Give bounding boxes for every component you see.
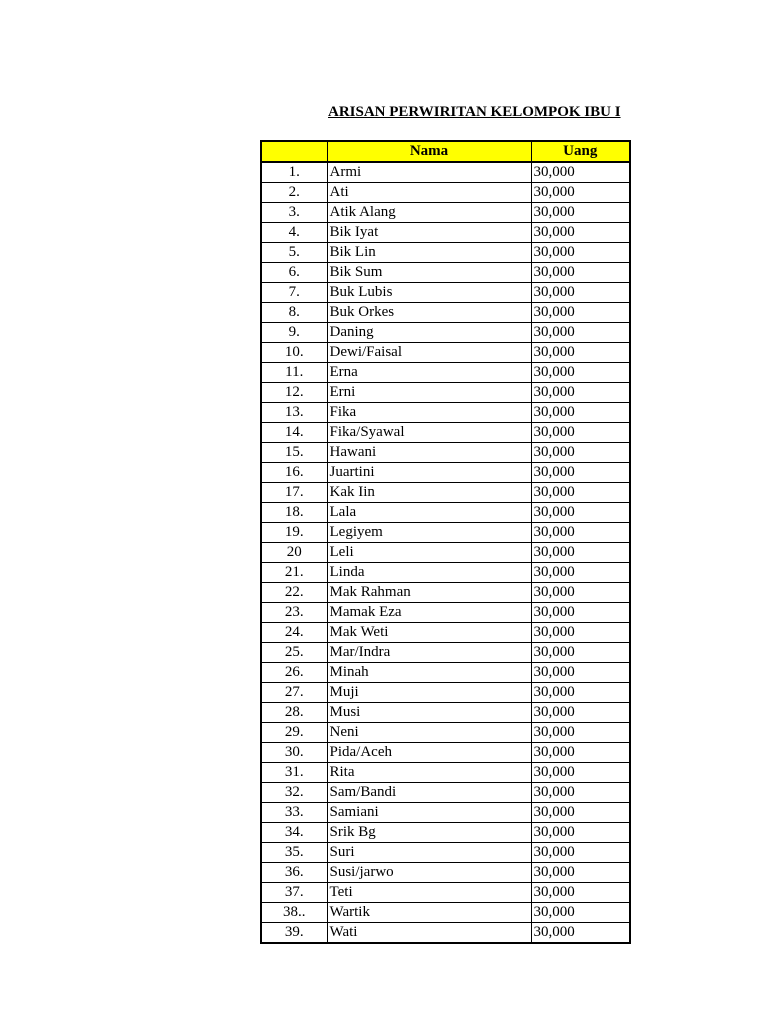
row-number: 10.	[261, 343, 327, 363]
column-header-no	[261, 141, 327, 162]
table-row	[261, 363, 630, 383]
row-uang: 30,000	[531, 923, 630, 944]
row-uang: 30,000	[531, 243, 630, 263]
row-nama: Buk Orkes	[327, 303, 531, 323]
row-number: 25.	[261, 643, 327, 663]
row-uang: 30,000	[531, 443, 630, 463]
table-row	[261, 283, 630, 303]
table-row	[261, 563, 630, 583]
table-row	[261, 863, 630, 883]
row-uang: 30,000	[531, 703, 630, 723]
row-nama: Wartik	[327, 903, 531, 923]
row-uang: 30,000	[531, 423, 630, 443]
table-row	[261, 243, 630, 263]
header-row	[261, 141, 630, 162]
row-number: 5.	[261, 243, 327, 263]
row-uang: 30,000	[531, 323, 630, 343]
row-number: 35.	[261, 843, 327, 863]
row-uang: 30,000	[531, 403, 630, 423]
row-number: 18.	[261, 503, 327, 523]
table-row	[261, 503, 630, 523]
row-uang: 30,000	[531, 383, 630, 403]
row-number: 7.	[261, 283, 327, 303]
row-number: 28.	[261, 703, 327, 723]
table-row	[261, 883, 630, 903]
row-uang: 30,000	[531, 763, 630, 783]
row-number: 16.	[261, 463, 327, 483]
row-number: 36.	[261, 863, 327, 883]
row-number: 1.	[261, 162, 327, 183]
table-row	[261, 583, 630, 603]
row-uang: 30,000	[531, 883, 630, 903]
row-nama: Linda	[327, 563, 531, 583]
row-nama: Mak Rahman	[327, 583, 531, 603]
arisan-table	[260, 140, 631, 944]
row-uang: 30,000	[531, 583, 630, 603]
table-row	[261, 203, 630, 223]
table-row	[261, 383, 630, 403]
row-nama: Rita	[327, 763, 531, 783]
document-title: ARISAN PERWIRITAN KELOMPOK IBU I	[328, 104, 621, 120]
row-nama: Bik Lin	[327, 243, 531, 263]
row-number: 15.	[261, 443, 327, 463]
row-uang: 30,000	[531, 663, 630, 683]
row-nama: Daning	[327, 323, 531, 343]
row-nama: Pida/Aceh	[327, 743, 531, 763]
row-nama: Teti	[327, 883, 531, 903]
row-number: 39.	[261, 923, 327, 944]
row-uang: 30,000	[531, 523, 630, 543]
row-uang: 30,000	[531, 503, 630, 523]
table-row	[261, 643, 630, 663]
row-number: 38..	[261, 903, 327, 923]
row-nama: Mak Weti	[327, 623, 531, 643]
row-nama: Wati	[327, 923, 531, 944]
row-nama: Leli	[327, 543, 531, 563]
row-number: 30.	[261, 743, 327, 763]
row-nama: Ati	[327, 183, 531, 203]
table-row	[261, 162, 630, 183]
row-uang: 30,000	[531, 263, 630, 283]
row-number: 20	[261, 543, 327, 563]
row-uang: 30,000	[531, 643, 630, 663]
row-number: 24.	[261, 623, 327, 643]
row-nama: Kak Iin	[327, 483, 531, 503]
table-row	[261, 803, 630, 823]
table-row	[261, 403, 630, 423]
row-uang: 30,000	[531, 543, 630, 563]
row-number: 33.	[261, 803, 327, 823]
row-nama: Erni	[327, 383, 531, 403]
row-nama: Bik Sum	[327, 263, 531, 283]
row-uang: 30,000	[531, 463, 630, 483]
row-nama: Susi/jarwo	[327, 863, 531, 883]
column-header-uang: Uang	[531, 141, 630, 162]
row-nama: Muji	[327, 683, 531, 703]
table-row	[261, 443, 630, 463]
row-number: 23.	[261, 603, 327, 623]
row-uang: 30,000	[531, 683, 630, 703]
row-nama: Minah	[327, 663, 531, 683]
row-nama: Sam/Bandi	[327, 783, 531, 803]
row-number: 11.	[261, 363, 327, 383]
table-row	[261, 923, 630, 944]
row-uang: 30,000	[531, 303, 630, 323]
row-uang: 30,000	[531, 843, 630, 863]
row-number: 4.	[261, 223, 327, 243]
row-uang: 30,000	[531, 223, 630, 243]
row-number: 22.	[261, 583, 327, 603]
row-number: 3.	[261, 203, 327, 223]
row-number: 34.	[261, 823, 327, 843]
table-row	[261, 343, 630, 363]
row-number: 9.	[261, 323, 327, 343]
row-uang: 30,000	[531, 803, 630, 823]
row-nama: Suri	[327, 843, 531, 863]
row-number: 12.	[261, 383, 327, 403]
row-number: 37.	[261, 883, 327, 903]
column-header-nama: Nama	[327, 141, 531, 162]
row-uang: 30,000	[531, 903, 630, 923]
row-uang: 30,000	[531, 343, 630, 363]
table-body	[261, 162, 630, 943]
table-row	[261, 263, 630, 283]
row-uang: 30,000	[531, 783, 630, 803]
row-uang: 30,000	[531, 603, 630, 623]
row-number: 13.	[261, 403, 327, 423]
row-number: 2.	[261, 183, 327, 203]
table-row	[261, 823, 630, 843]
row-uang: 30,000	[531, 203, 630, 223]
row-nama: Fika	[327, 403, 531, 423]
row-nama: Erna	[327, 363, 531, 383]
row-uang: 30,000	[531, 623, 630, 643]
table-row	[261, 483, 630, 503]
row-uang: 30,000	[531, 483, 630, 503]
row-uang: 30,000	[531, 283, 630, 303]
row-number: 29.	[261, 723, 327, 743]
row-nama: Armi	[327, 162, 531, 183]
row-nama: Legiyem	[327, 523, 531, 543]
table-row	[261, 843, 630, 863]
row-number: 21.	[261, 563, 327, 583]
table-row	[261, 763, 630, 783]
table-row	[261, 523, 630, 543]
row-nama: Dewi/Faisal	[327, 343, 531, 363]
table-row	[261, 663, 630, 683]
table-row	[261, 623, 630, 643]
row-nama: Atik Alang	[327, 203, 531, 223]
table-row	[261, 323, 630, 343]
row-number: 17.	[261, 483, 327, 503]
table-row	[261, 183, 630, 203]
row-nama: Fika/Syawal	[327, 423, 531, 443]
table-header	[261, 141, 630, 162]
row-number: 6.	[261, 263, 327, 283]
row-uang: 30,000	[531, 363, 630, 383]
table-row	[261, 223, 630, 243]
row-uang: 30,000	[531, 743, 630, 763]
row-uang: 30,000	[531, 563, 630, 583]
row-nama: Juartini	[327, 463, 531, 483]
row-nama: Buk Lubis	[327, 283, 531, 303]
row-nama: Samiani	[327, 803, 531, 823]
row-nama: Neni	[327, 723, 531, 743]
row-number: 8.	[261, 303, 327, 323]
table-row	[261, 303, 630, 323]
row-uang: 30,000	[531, 823, 630, 843]
table-row	[261, 683, 630, 703]
row-uang: 30,000	[531, 863, 630, 883]
row-number: 31.	[261, 763, 327, 783]
row-nama: Hawani	[327, 443, 531, 463]
table-row	[261, 783, 630, 803]
row-number: 26.	[261, 663, 327, 683]
row-nama: Srik Bg	[327, 823, 531, 843]
row-uang: 30,000	[531, 723, 630, 743]
table-row	[261, 703, 630, 723]
row-number: 14.	[261, 423, 327, 443]
row-uang: 30,000	[531, 183, 630, 203]
row-number: 19.	[261, 523, 327, 543]
table-row	[261, 463, 630, 483]
row-number: 27.	[261, 683, 327, 703]
table-row	[261, 903, 630, 923]
row-uang: 30,000	[531, 162, 630, 183]
table-row	[261, 603, 630, 623]
row-nama: Mar/Indra	[327, 643, 531, 663]
table-row	[261, 423, 630, 443]
row-number: 32.	[261, 783, 327, 803]
row-nama: Lala	[327, 503, 531, 523]
row-nama: Mamak Eza	[327, 603, 531, 623]
table-row	[261, 723, 630, 743]
row-nama: Bik Iyat	[327, 223, 531, 243]
row-nama: Musi	[327, 703, 531, 723]
table-row	[261, 743, 630, 763]
table-row	[261, 543, 630, 563]
